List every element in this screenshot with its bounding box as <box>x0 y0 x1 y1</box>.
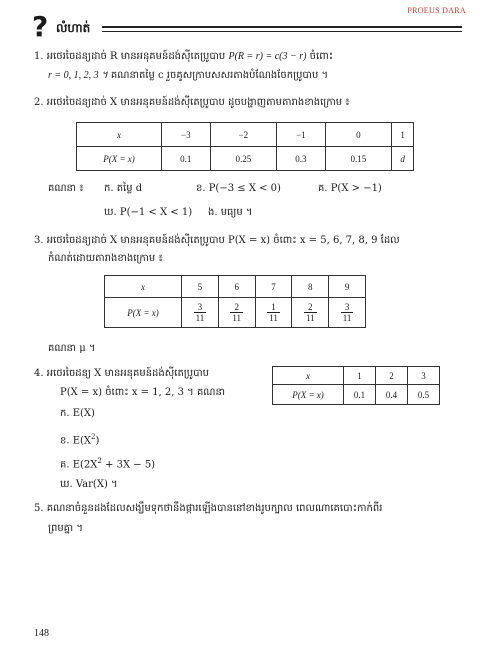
table-cell: d <box>392 147 414 171</box>
fraction <box>194 302 207 323</box>
table-cell <box>292 298 329 328</box>
table-row <box>77 147 414 171</box>
header-tag: PROEUS DARA <box>407 6 466 15</box>
table-cell: 5 <box>182 276 219 298</box>
table-cell: 0.3 <box>277 147 326 171</box>
table-row <box>273 367 440 385</box>
table-cell: 1 <box>344 367 376 385</box>
fraction-denominator: 11 <box>305 313 315 323</box>
exercise-4-part-d: ឃ. Var(X) ។ <box>60 479 118 490</box>
fraction <box>267 302 280 323</box>
table-cell: x <box>105 276 182 298</box>
exercise-1-values: r = 0, 1, 2, 3 ។ <box>48 70 108 81</box>
exercise-4-part-c <box>60 454 155 472</box>
exercise-4-text: អថេរចៃដន្យ X មានអនុគមន៍ដង់ស៊ីតេប្រូបាប <box>46 368 209 379</box>
fraction <box>230 302 243 323</box>
table-cell: 9 <box>329 276 366 298</box>
table-row <box>77 123 414 147</box>
exponent: 2 <box>91 433 96 441</box>
exercise-1-formula: P(R = r) = c(3 − r) <box>228 51 307 62</box>
fraction <box>304 302 317 323</box>
fraction <box>341 302 354 323</box>
exercise-2-part-c: គ. P(X > −1) <box>318 183 382 194</box>
fraction-denominator: 11 <box>195 313 205 323</box>
exercise-4-part-b-expr: ខ. E(X <box>60 435 92 447</box>
exercise-4-number: 4. <box>34 368 44 379</box>
exercise-2-table <box>76 122 414 171</box>
exercise-2-text: អថេរចៃដន្យដាច់ X មានអនុគមន៍ដង់ស៊ីតេប្រូបាប ដូចបង្ហាញតាមតារាងខាងក្រោម ៖ <box>46 97 350 108</box>
table-row <box>105 298 366 328</box>
exercise-1-tail: ចំពោះ <box>309 51 334 62</box>
exercise-2-part-b: ខ. P(−3 ≤ X < 0) <box>196 183 281 194</box>
table-cell <box>255 298 292 328</box>
table-row <box>273 385 440 405</box>
header-rule-thick <box>102 26 462 28</box>
exercise-1-text: អថេរចៃដន្យដាច់ R មានអនុគមន៍ដង់ស៊ីតេប្រូបាប <box>46 51 226 62</box>
exercise-5-line-1 <box>34 502 382 516</box>
exercise-3-ask: គណនា μ ។ <box>48 343 96 354</box>
exercise-4-part-c-rest: + 3X − 5) <box>101 459 156 471</box>
table-cell: 8 <box>292 276 329 298</box>
fraction-denominator: 11 <box>269 313 278 323</box>
exercise-5-text: គណនាចំនួនដងដែលសង្ឃឹមទុកថានឹងផ្ការឡើងបាននៅខាងរូបក្បាល ពេលណាគេបោះកាក់ពីរ <box>46 503 383 514</box>
exercise-3-table <box>104 275 366 328</box>
exercise-4-table <box>272 366 440 405</box>
exercise-4-part-c-expr: គ. E(2X <box>60 459 98 471</box>
exercise-2-line-1 <box>34 96 350 110</box>
fraction-numerator: 2 <box>230 302 243 313</box>
table-cell: 0.25 <box>210 147 276 171</box>
exercise-3-line-2: កំណត់ដោយតារាងខាងក្រោម ៖ <box>48 253 163 264</box>
exercise-3-text: អថេរចៃដន្យដាច់ X មានអនុគមន៍ដង់ស៊ីតេប្រូបាប P(X = x) ចំពោះ x = 5, 6, 7, 8, 9 ដែល <box>46 235 400 246</box>
table-cell <box>329 298 366 328</box>
fraction-numerator: 3 <box>341 302 354 313</box>
table-cell: 2 <box>376 367 408 385</box>
table-cell: −2 <box>210 123 276 147</box>
page-number: 148 <box>34 628 49 639</box>
exercise-3-number: 3. <box>34 235 44 246</box>
exercise-4-line-2: P(X = x) ចំពោះ x = 1, 2, 3 ។ គណនា <box>60 387 226 398</box>
fraction-numerator: 3 <box>194 302 207 313</box>
table-cell: 3 <box>408 367 440 385</box>
table-cell: −1 <box>277 123 326 147</box>
table-cell: P(X = x) <box>105 298 182 328</box>
table-cell: 0.15 <box>325 147 391 171</box>
table-cell <box>182 298 219 328</box>
exercise-1-task: គណនាតម្លៃ c រួចគូសក្រាបសសរតាងបំណែងចែកប្រូបាប ។ <box>110 70 329 81</box>
question-mark-icon: ? <box>32 10 49 43</box>
table-cell: x <box>273 367 344 385</box>
exercise-4-part-a: ក. E(X) <box>60 408 95 419</box>
fraction-denominator: 11 <box>232 313 242 323</box>
table-cell: 7 <box>255 276 292 298</box>
section-title: លំហាត់ <box>56 21 91 35</box>
table-row <box>105 276 366 298</box>
exercise-5-line-2: ព្រមគ្នា ។ <box>48 523 83 534</box>
exercise-2-part-e: ង. មធ្យម ។ <box>208 207 253 218</box>
exercise-5-number: 5. <box>34 503 44 514</box>
fraction-numerator: 1 <box>267 302 280 313</box>
table-cell: 0.4 <box>376 385 408 405</box>
exercise-4-part-b-close: ) <box>95 435 100 447</box>
exercise-1-number: 1. <box>34 51 44 62</box>
table-cell: 1 <box>392 123 414 147</box>
table-cell: −3 <box>162 123 211 147</box>
table-cell: P(X = x) <box>77 147 162 171</box>
exercise-2-part-a: ក. តម្លៃ d <box>104 183 143 194</box>
exercise-2-number: 2. <box>34 97 44 108</box>
fraction-denominator: 11 <box>342 313 352 323</box>
header-rule-thin <box>102 31 462 32</box>
table-cell: 0.1 <box>344 385 376 405</box>
table-cell: 6 <box>218 276 255 298</box>
exercise-4-line-1 <box>34 367 209 381</box>
exercise-1-line-1 <box>34 50 333 64</box>
table-cell <box>218 298 255 328</box>
fraction-numerator: 2 <box>304 302 317 313</box>
table-cell: 0 <box>325 123 391 147</box>
exercise-2-ask-label: គណនា ៖ <box>48 183 84 194</box>
exercise-2-part-d: ឃ. P(−1 < X < 1) <box>104 207 193 218</box>
table-cell: 0.5 <box>408 385 440 405</box>
table-cell: 0.1 <box>162 147 211 171</box>
exercise-4-part-b <box>60 430 99 448</box>
exercise-3-line-1 <box>34 234 400 248</box>
table-cell: x <box>77 123 162 147</box>
table-cell: P(X = x) <box>273 385 344 405</box>
exponent: 2 <box>97 457 102 465</box>
exercise-1-line-2 <box>48 69 328 83</box>
